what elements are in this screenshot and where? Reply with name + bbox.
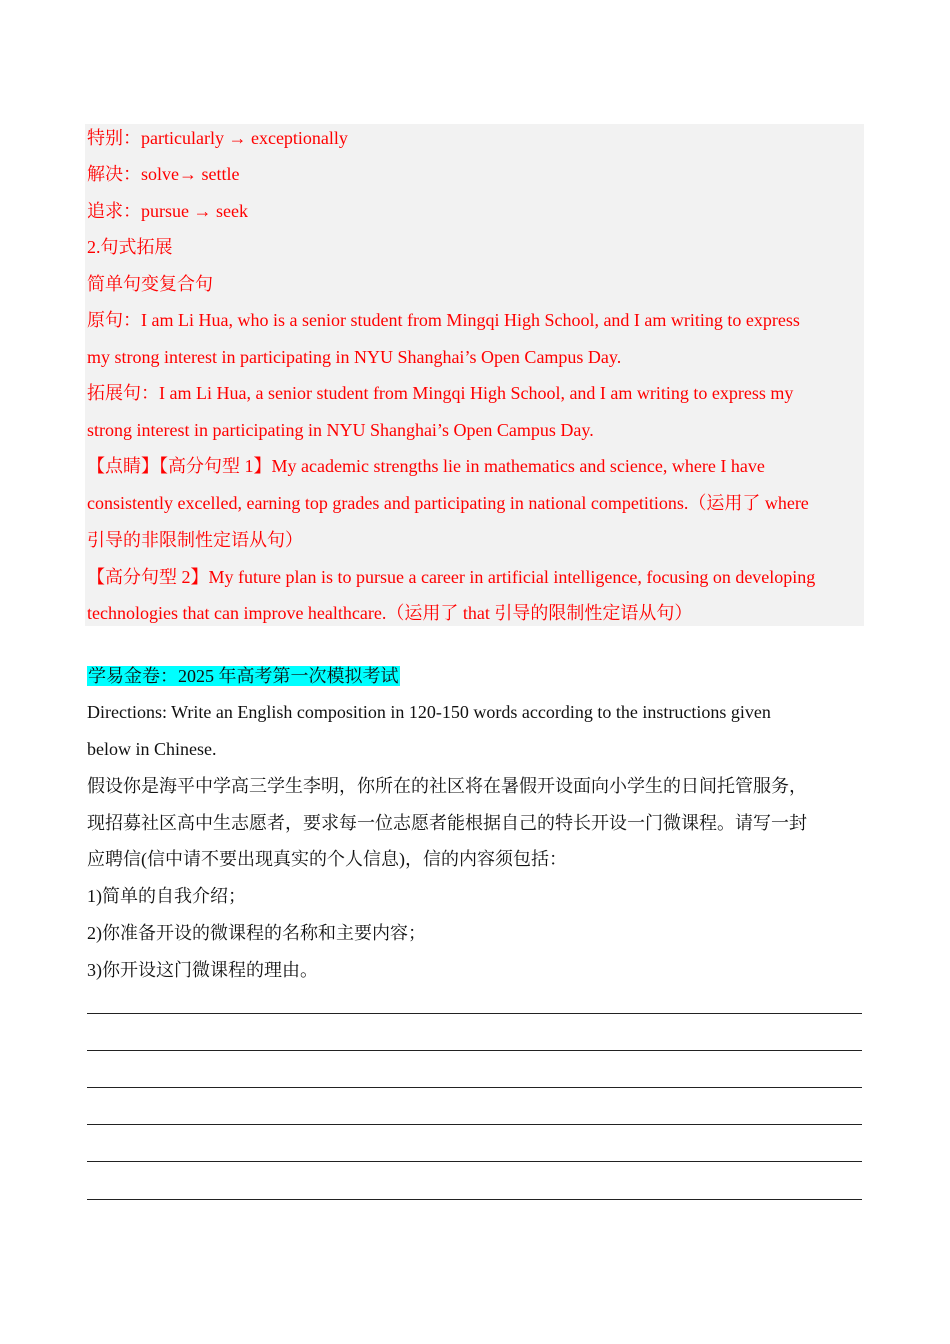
highlight-sentence-1-line: consistently excelled, earning top grades and participating in national competitions.（运用了 where (87, 493, 809, 513)
expanded-sentence-line: 拓展句：I am Li Hua, a senior student from Mingqi High School, and I am writing to express my (87, 383, 794, 403)
prompt-line: 假设你是海平中学高三学生李明，你所在的社区将在暑假开设面向小学生的日间托管服务， (87, 776, 807, 796)
answer-line[interactable] (87, 1199, 862, 1200)
directions-line: Directions: Write an English composition in 120-150 words according to the instructions given (87, 702, 771, 722)
highlight-sentence-2-line: technologies that can improve healthcare.（运用了 that 引导的限制性定语从句） (87, 603, 693, 623)
vocab-item: 特别：particularly → exceptionally (87, 128, 348, 148)
requirement-item: 2)你准备开设的微课程的名称和主要内容； (87, 923, 426, 943)
vocab-item: 追求：pursue → seek (87, 201, 248, 221)
highlight-sentence-2-line: 【高分句型 2】My future plan is to pursue a career in artificial intelligence, focusing on developing (87, 567, 816, 587)
answer-line[interactable] (87, 1087, 862, 1088)
subsection-title: 简单句变复合句 (87, 274, 213, 294)
requirement-item: 3)你开设这门微课程的理由。 (87, 960, 318, 980)
answer-line[interactable] (87, 1013, 862, 1014)
highlight-sentence-1-line: 引导的非限制性定语从句） (87, 530, 303, 550)
requirement-item: 1)简单的自我介绍； (87, 886, 246, 906)
original-sentence-line: my strong interest in participating in NYU Shanghai’s Open Campus Day. (87, 347, 622, 367)
answer-line[interactable] (87, 1124, 862, 1125)
exam-title (87, 664, 400, 688)
directions-line: below in Chinese. (87, 739, 217, 759)
vocab-item: 解决：solve→ settle (87, 164, 240, 184)
exam-title-text: 学易金卷：2025 年高考第一次模拟考试 (88, 666, 399, 686)
highlight-sentence-1-line: 【点睛】【高分句型 1】My academic strengths lie in mathematics and science, where I have (87, 456, 765, 476)
prompt-line: 应聘信(信中请不要出现真实的个人信息)，信的内容须包括： (87, 849, 567, 869)
section-title: 2.句式拓展 (87, 237, 173, 257)
answer-line[interactable] (87, 1050, 862, 1051)
prompt-line: 现招募社区高中生志愿者，要求每一位志愿者能根据自己的特长开设一门微课程。请写一封 (87, 813, 807, 833)
expanded-sentence-line: strong interest in participating in NYU Shanghai’s Open Campus Day. (87, 420, 594, 440)
original-sentence-line: 原句：I am Li Hua, who is a senior student from Mingqi High School, and I am writing to express (87, 310, 800, 330)
answer-line[interactable] (87, 1161, 862, 1162)
